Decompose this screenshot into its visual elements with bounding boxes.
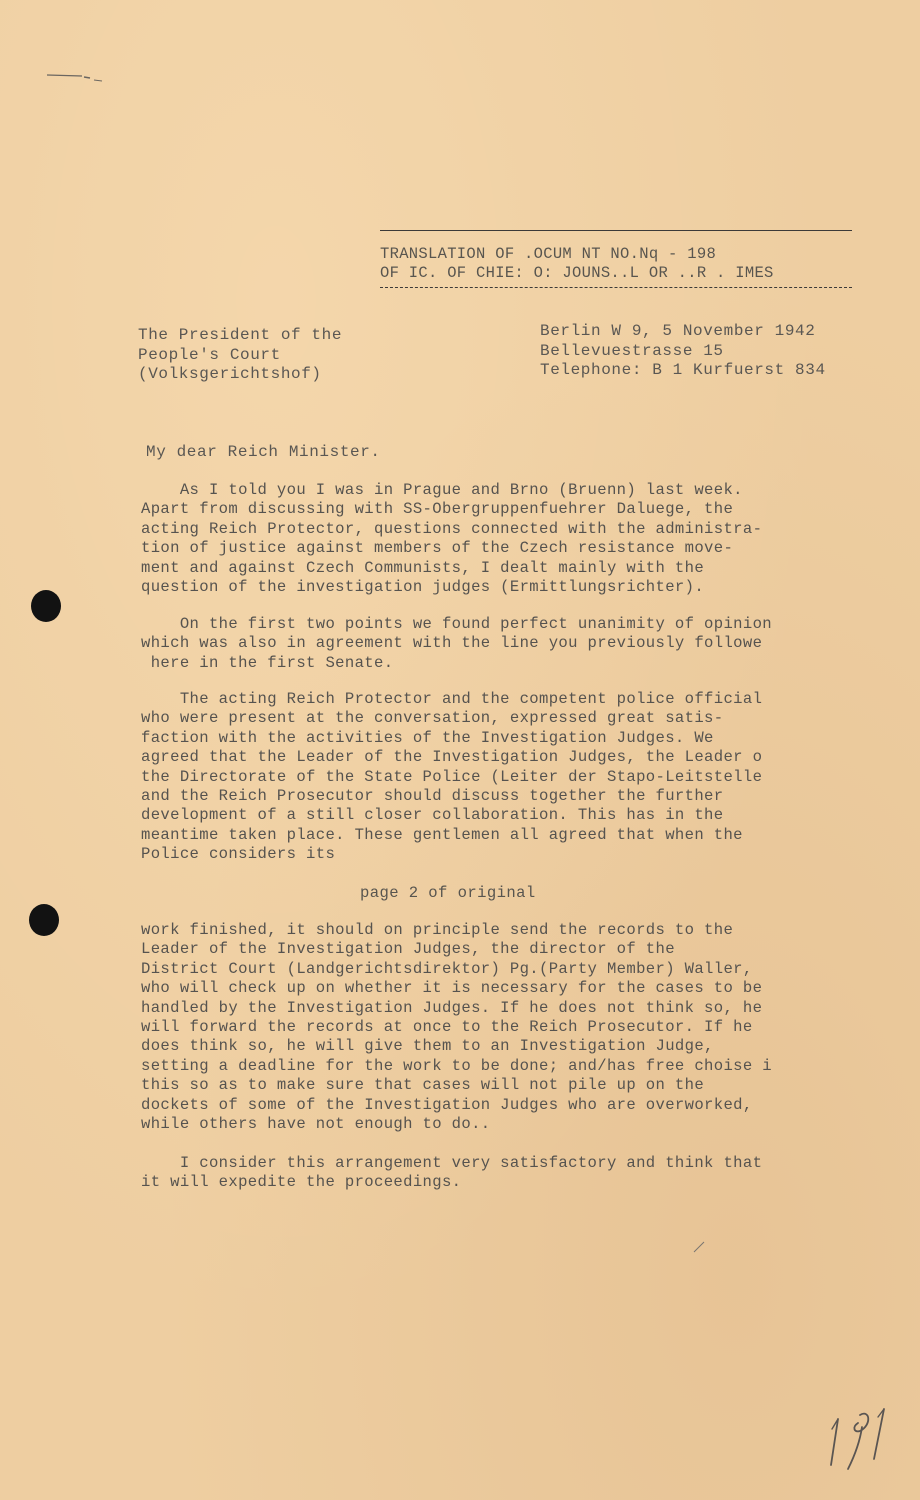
text-line: which was also in agreement with the line you previously followe	[141, 634, 763, 653]
text-line: here in the first Senate.	[141, 653, 394, 672]
handwritten-page-number	[826, 1405, 892, 1475]
text-line: will forward the records at once to the Reich Prosecutor. If he	[141, 1018, 753, 1037]
paragraph-5	[141, 1154, 881, 1193]
header-rule-bottom	[380, 287, 852, 288]
text-line: the Directorate of the State Police (Leiter der Stapo-Leitstelle	[141, 767, 763, 786]
sender-line-1: The President of the	[138, 326, 343, 344]
street-line: Bellevuestrasse 15	[540, 341, 724, 360]
text-line: agreed that the Leader of the Investigation Judges, the Leader o	[141, 748, 763, 767]
text-line: District Court (Landgerichtsdirektor) Pg.(Party Member) Waller,	[141, 959, 753, 978]
text-line: handled by the Investigation Judges. If he does not think so, he	[141, 998, 763, 1017]
sender-line-2: People's Court	[138, 345, 281, 364]
salutation: My dear Reich Minister.	[146, 443, 381, 461]
text-line: On the first two points we found perfect unanimity of opinion	[141, 615, 773, 633]
text-line: and the Reich Prosecutor should discuss together the further	[141, 787, 724, 806]
text-line: I consider this arrangement very satisfactory and think that	[141, 1154, 763, 1172]
text-line: it will expedite the proceedings.	[141, 1173, 462, 1192]
text-line: setting a deadline for the work to be done; and/has free choise i	[141, 1056, 773, 1075]
text-line: this so as to make sure that cases will not pile up on the	[141, 1076, 705, 1095]
text-line: Police considers its	[141, 845, 336, 864]
telephone-line: Telephone: B 1 Kurfuerst 834	[540, 361, 826, 379]
text-line: The acting Reich Protector and the competent police official	[141, 690, 763, 708]
sender-block	[138, 326, 342, 385]
translation-header	[380, 230, 852, 288]
header-rule-top	[380, 230, 852, 231]
paragraph-1	[141, 481, 881, 597]
text-line: who were present at the conversation, expressed great satis-	[141, 709, 724, 728]
text-line: As I told you I was in Prague and Brno (Bruenn) last week.	[141, 481, 743, 499]
header-line-2: OF IC. OF CHIE: O: JOUNS..L OR ..R . IMES	[380, 264, 774, 282]
paragraph-3	[141, 690, 881, 865]
punch-hole-bottom	[29, 904, 59, 936]
text-line: while others have not enough to do..	[141, 1115, 491, 1134]
text-line: development of a still closer collaboration. This has in the	[141, 806, 724, 825]
text-line: ment and against Czech Communists, I dealt mainly with the	[141, 558, 705, 577]
text-line: dockets of some of the Investigation Judges who are overworked,	[141, 1095, 753, 1114]
text-line: meantime taken place. These gentlemen all agreed that when the	[141, 825, 743, 844]
paragraph-4	[141, 921, 881, 1134]
text-line: who will check up on whether it is necessary for the cases to be	[141, 979, 763, 998]
text-line: faction with the activities of the Investigation Judges. We	[141, 728, 714, 747]
text-line: question of the investigation judges (Ermittlungsrichter).	[141, 578, 705, 597]
punch-hole-top	[31, 590, 61, 622]
pencil-scratch-mark	[46, 72, 104, 82]
text-line: acting Reich Protector, questions connected with the administra-	[141, 519, 763, 538]
page-break-note: page 2 of original	[360, 884, 536, 902]
text-line: work finished, it should on principle send the records to the	[141, 921, 734, 939]
paragraph-2	[141, 615, 881, 673]
sender-line-3: (Volksgerichtshof)	[138, 365, 322, 383]
text-line: Apart from discussing with SS-Obergruppenfuehrer Daluege, the	[141, 500, 734, 519]
address-date-block	[540, 322, 826, 381]
header-line-1: TRANSLATION OF .OCUM NT NO.Nq - 198	[380, 245, 717, 263]
place-date-line: Berlin W 9, 5 November 1942	[540, 322, 816, 340]
text-line: does think so, he will give them to an Investigation Judge,	[141, 1037, 714, 1056]
text-line: tion of justice against members of the Czech resistance move-	[141, 539, 734, 558]
pencil-tick-mark	[690, 1240, 710, 1254]
text-line: Leader of the Investigation Judges, the director of the	[141, 940, 675, 959]
